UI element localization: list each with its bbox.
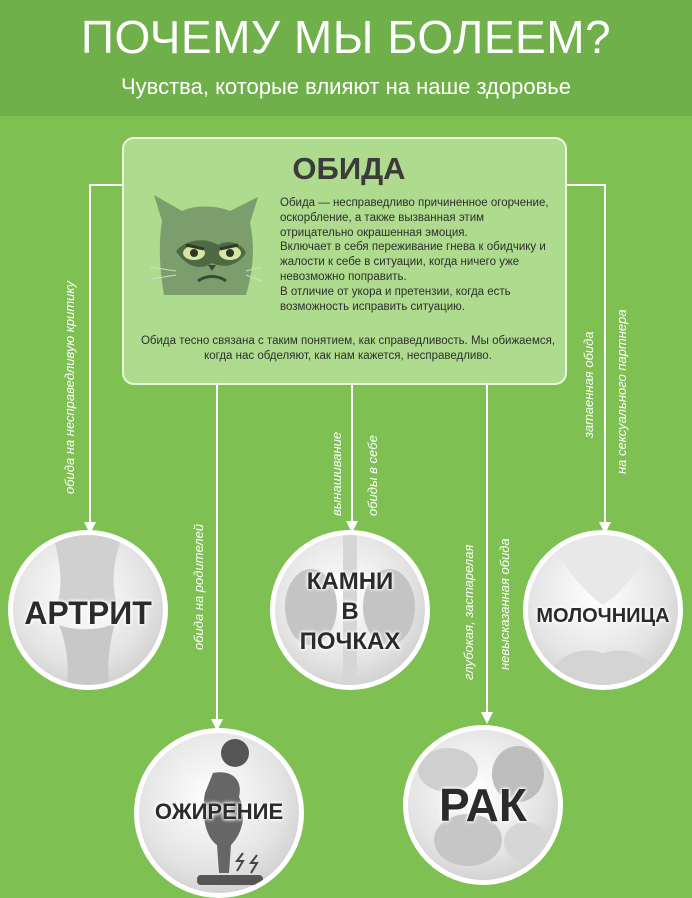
branch-label-arthritis: обида на несправедливую критику — [62, 280, 77, 494]
disease-label-cancer: РАК — [439, 779, 527, 831]
definition-paragraph: Обида — несправедливо причиненное огорчение, оскорбление, а также вызванная этим отрицательно окрашенная эмоция. — [280, 197, 549, 239]
card-title: ОБИДА — [292, 151, 406, 186]
branch-label-cancer-1: глубокая, застарелая — [461, 544, 476, 680]
grumpy-cat-image — [146, 191, 264, 303]
disease-label-line: В — [341, 598, 359, 625]
branch-label-kidney-1: вынашивание — [329, 431, 344, 516]
page-subtitle: Чувства, которые влияют на наше здоровье — [120, 74, 571, 99]
disease-kidney-stones — [270, 530, 430, 690]
definition-paragraph: В отличие от укора и претензии, когда есть возможность исправить ситуацию. — [280, 285, 511, 313]
branch-label-kidney-2: обиды в себе — [365, 435, 380, 516]
disease-label-obesity: ОЖИРЕНИЕ — [154, 799, 284, 824]
branch-label-thrush-2: на сексуального партнера — [614, 309, 629, 474]
branch-label-thrush-1: затаенная обида — [581, 331, 596, 438]
disease-label-line: КАМНИ — [306, 568, 394, 595]
card-definition — [280, 196, 560, 314]
definition-card — [122, 137, 567, 385]
disease-cancer — [403, 725, 563, 885]
disease-label-thrush: МОЛОЧНИЦА — [536, 605, 670, 627]
disease-label-kidney-stones — [275, 567, 425, 657]
definition-paragraph: Включает в себя переживание гнева к обидчику и жалости к себе в ситуации, когда ничего уже невозможно поправить. — [280, 241, 546, 283]
disease-label-arthritis: АРТРИТ — [24, 595, 152, 631]
disease-obesity — [134, 728, 304, 898]
disease-arthritis — [8, 530, 168, 690]
page-title: ПОЧЕМУ МЫ БОЛЕЕМ? — [80, 11, 612, 63]
branch-label-obesity: обида на родителей — [191, 523, 206, 650]
disease-thrush — [523, 530, 683, 690]
card-footer-text: Обида тесно связана с таким понятием, как справедливость. Мы обижаемся, когда нас обделяют, как нам кажется, несправедливо. — [140, 335, 556, 362]
disease-label-line: ПОЧКАХ — [299, 628, 401, 655]
branch-label-cancer-2: невысказанная обида — [497, 538, 512, 670]
